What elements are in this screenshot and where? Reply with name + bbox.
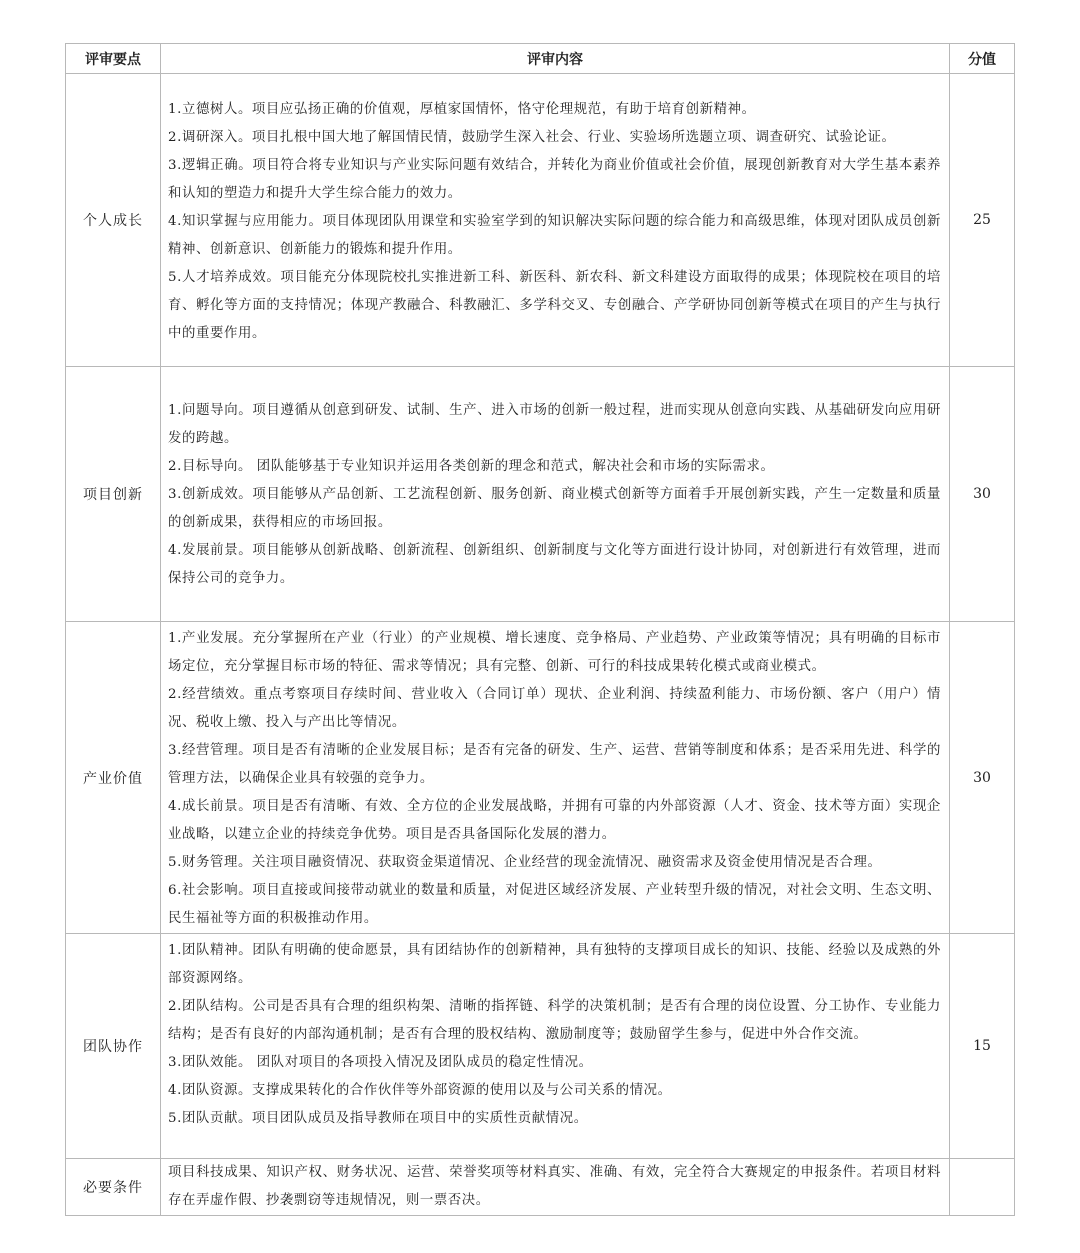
content-cell bbox=[161, 934, 950, 1159]
score-cell: 25 bbox=[950, 74, 1015, 367]
list-item: 2.团队结构。公司是否具有合理的组织构架、清晰的指挥链、科学的决策机制；是否有合理的岗位设置、分工协作、专业能力结构；是否有良好的内部沟通机制；是否有合理的股权结构、激励制度等；鼓励留学生参与，促进中外合作交流。 bbox=[168, 999, 941, 1042]
list-item: 2.调研深入。项目扎根中国大地了解国情民情，鼓励学生深入社会、行业、实验场所选题立项、调查研究、试验论证。 bbox=[168, 130, 896, 145]
list-item: 项目科技成果、知识产权、财务状况、运营、荣誉奖项等材料真实、准确、有效，完全符合大赛规定的申报条件。若项目材料存在弄虚作假、抄袭剽窃等违规情况，则一票否决。 bbox=[168, 1165, 941, 1208]
header-score: 分值 bbox=[950, 44, 1015, 74]
list-item: 2.经营绩效。重点考察项目存续时间、营业收入（合同订单）现状、企业利润、持续盈利能力、市场份额、客户（用户）情况、税收上缴、投入与产出比等情况。 bbox=[168, 687, 941, 730]
score-cell bbox=[950, 1159, 1015, 1216]
content-cell bbox=[161, 367, 950, 622]
content-cell bbox=[161, 74, 950, 367]
list-item: 5.财务管理。关注项目融资情况、获取资金渠道情况、企业经营的现金流情况、融资需求及资金使用情况是否合理。 bbox=[168, 855, 882, 870]
list-item: 5.团队贡献。项目团队成员及指导教师在项目中的实质性贡献情况。 bbox=[168, 1111, 588, 1126]
rubric-table bbox=[65, 43, 1015, 1216]
list-item: 4.发展前景。项目能够从创新战略、创新流程、创新组织、创新制度与文化等方面进行设计协同，对创新进行有效管理，进而保持公司的竞争力。 bbox=[168, 543, 941, 586]
list-item: 4.知识掌握与应用能力。项目体现团队用课堂和实验室学到的知识解决实际问题的综合能力和高级思维，体现对团队成员创新精神、创新意识、创新能力的锻炼和提升作用。 bbox=[168, 214, 941, 257]
table-row bbox=[66, 367, 1015, 622]
header-criterion: 评审要点 bbox=[66, 44, 161, 74]
list-item: 5.人才培养成效。项目能充分体现院校扎实推进新工科、新医科、新农科、新文科建设方面取得的成果；体现院校在项目的培育、孵化等方面的支持情况；体现产教融合、科教融汇、多学科交叉、专创融合、产学研协同创新等模式在项目的产生与执行中的重要作用。 bbox=[168, 270, 941, 341]
table-row bbox=[66, 1159, 1015, 1216]
criterion-cell: 必要条件 bbox=[66, 1159, 161, 1216]
criterion-cell: 个人成长 bbox=[66, 74, 161, 367]
content-cell bbox=[161, 1159, 950, 1216]
list-item: 1.团队精神。团队有明确的使命愿景，具有团结协作的创新精神，具有独特的支撑项目成长的知识、技能、经验以及成熟的外部资源网络。 bbox=[168, 943, 941, 986]
criterion-cell: 产业价值 bbox=[66, 622, 161, 934]
list-item: 3.创新成效。项目能够从产品创新、工艺流程创新、服务创新、商业模式创新等方面着手开展创新实践，产生一定数量和质量的创新成果，获得相应的市场回报。 bbox=[168, 487, 941, 530]
list-item: 3.逻辑正确。项目符合将专业知识与产业实际问题有效结合，并转化为商业价值或社会价值，展现创新教育对大学生基本素养和认知的塑造力和提升大学生综合能力的效力。 bbox=[168, 158, 941, 201]
list-item: 4.成长前景。项目是否有清晰、有效、全方位的企业发展战略，并拥有可靠的内外部资源（人才、资金、技术等方面）实现企业战略，以建立企业的持续竞争优势。项目是否具备国际化发展的潜力。 bbox=[168, 799, 941, 842]
header-row bbox=[66, 44, 1015, 74]
criterion-cell: 团队协作 bbox=[66, 934, 161, 1159]
criterion-cell: 项目创新 bbox=[66, 367, 161, 622]
list-item: 1.立德树人。项目应弘扬正确的价值观，厚植家国情怀，恪守伦理规范，有助于培育创新精神。 bbox=[168, 102, 756, 117]
header-content: 评审内容 bbox=[161, 44, 950, 74]
content-cell bbox=[161, 622, 950, 934]
list-item: 3.团队效能。 团队对项目的各项投入情况及团队成员的稳定性情况。 bbox=[168, 1055, 593, 1070]
table-row bbox=[66, 934, 1015, 1159]
list-item: 1.问题导向。项目遵循从创意到研发、试制、生产、进入市场的创新一般过程，进而实现从创意向实践、从基础研发向应用研发的跨越。 bbox=[168, 403, 941, 446]
table-row bbox=[66, 622, 1015, 934]
score-cell: 30 bbox=[950, 367, 1015, 622]
table-row bbox=[66, 74, 1015, 367]
list-item: 6.社会影响。项目直接或间接带动就业的数量和质量，对促进区域经济发展、产业转型升级的情况，对社会文明、生态文明、民生福祉等方面的积极推动作用。 bbox=[168, 883, 941, 926]
score-cell: 30 bbox=[950, 622, 1015, 934]
list-item: 1.产业发展。充分掌握所在产业（行业）的产业规模、增长速度、竞争格局、产业趋势、产业政策等情况；具有明确的目标市场定位，充分掌握目标市场的特征、需求等情况；具有完整、创新、可行的科技成果转化模式或商业模式。 bbox=[168, 631, 941, 674]
list-item: 2.目标导向。 团队能够基于专业知识并运用各类创新的理念和范式，解决社会和市场的实际需求。 bbox=[168, 459, 775, 474]
list-item: 3.经营管理。项目是否有清晰的企业发展目标；是否有完备的研发、生产、运营、营销等制度和体系；是否采用先进、科学的管理方法，以确保企业具有较强的竞争力。 bbox=[168, 743, 941, 786]
score-cell: 15 bbox=[950, 934, 1015, 1159]
list-item: 4.团队资源。支撑成果转化的合作伙伴等外部资源的使用以及与公司关系的情况。 bbox=[168, 1083, 672, 1098]
